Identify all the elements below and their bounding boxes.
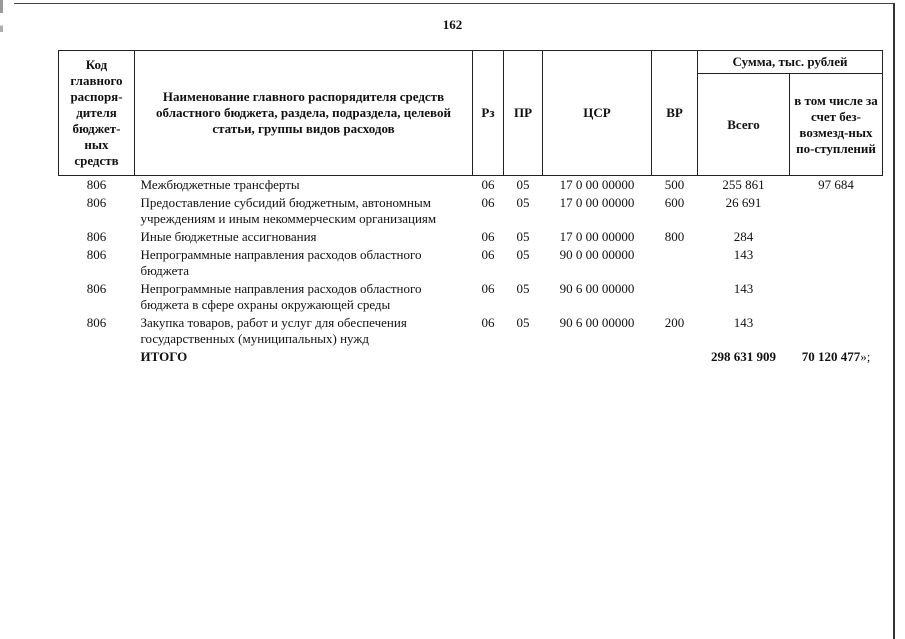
- cell-rz: 06: [481, 247, 495, 262]
- cell-incl: [790, 194, 883, 228]
- scan-edge-left: [0, 0, 3, 639]
- cell-pr: 05: [516, 229, 530, 244]
- total-incl: 70 120 477: [801, 349, 861, 364]
- total-incl-cell: [790, 348, 883, 366]
- cell-vr: 500: [664, 177, 685, 192]
- header-name: Наименование главного распорядителя средств областного бюджета, раздела, подраздела, целевой статьи, группы видов расходов: [135, 51, 473, 176]
- cell-name: Предоставление субсидий бюджетным, автономным учреждениям и иным некоммерческим организациям: [140, 195, 437, 226]
- table-row: [59, 176, 883, 195]
- cell-vr: 600: [664, 195, 685, 210]
- cell-pr: 05: [516, 195, 530, 210]
- table-row: [59, 246, 883, 280]
- cell-rz: 06: [481, 315, 495, 330]
- header-total: Всего: [698, 74, 790, 176]
- cell-incl: 97 684: [818, 177, 854, 192]
- cell-csr: 90 0 00 00000: [559, 247, 635, 262]
- total-row: [59, 348, 883, 366]
- cell-vr: [652, 246, 698, 280]
- cell-total: 255 861: [722, 177, 765, 192]
- table-row: [59, 228, 883, 246]
- cell-total: 143: [733, 247, 754, 262]
- header-code: Код главного распоря-дителя бюджет-ных средств: [59, 51, 135, 176]
- cell-total: 143: [733, 281, 754, 296]
- cell-vr: [652, 280, 698, 314]
- cell-total: 26 691: [725, 195, 762, 210]
- cell-total: 284: [733, 229, 754, 244]
- cell-vr: 200: [664, 315, 685, 330]
- cell-csr: 17 0 00 00000: [559, 195, 635, 210]
- table-row: [59, 194, 883, 228]
- cell-code: 806: [86, 177, 107, 192]
- total-trailer: »;: [860, 349, 871, 364]
- cell-name: Иные бюджетные ассигнования: [140, 229, 317, 244]
- cell-rz: 06: [481, 281, 495, 296]
- cell-pr: 05: [516, 315, 530, 330]
- cell-name: Непрограммные направления расходов областного бюджета в сфере охраны окружающей среды: [140, 281, 422, 312]
- table-row: [59, 280, 883, 314]
- table-row: [59, 314, 883, 348]
- cell-incl: [790, 228, 883, 246]
- cell-name: Закупка товаров, работ и услуг для обеспечения государственных (муниципальных) нужд: [140, 315, 407, 346]
- cell-csr: 17 0 00 00000: [559, 229, 635, 244]
- cell-code: 806: [86, 229, 107, 244]
- cell-code: 806: [86, 315, 107, 330]
- header-sum: Сумма, тыс. рублей: [698, 51, 883, 74]
- page-top-edge: [14, 3, 894, 4]
- cell-csr: 90 6 00 00000: [559, 281, 635, 296]
- cell-code: 806: [86, 195, 107, 210]
- cell-pr: 05: [516, 247, 530, 262]
- cell-rz: 06: [481, 195, 495, 210]
- cell-empty: [652, 348, 698, 366]
- cell-csr: 17 0 00 00000: [559, 177, 635, 192]
- cell-code-empty: [59, 348, 135, 366]
- cell-incl: [790, 246, 883, 280]
- cell-rz: 06: [481, 229, 495, 244]
- cell-pr: 05: [516, 281, 530, 296]
- cell-empty: [543, 348, 652, 366]
- total-sum: 298 631 909: [711, 349, 776, 364]
- scan-edge-right: [893, 3, 895, 639]
- header-pr: ПР: [504, 51, 543, 176]
- cell-name: Межбюджетные трансферты: [140, 177, 300, 192]
- total-label: ИТОГО: [140, 349, 188, 364]
- cell-code: 806: [86, 281, 107, 296]
- budget-table: [58, 50, 883, 366]
- cell-incl: [790, 314, 883, 348]
- page-number: 162: [442, 17, 463, 32]
- header-vr: ВР: [652, 51, 698, 176]
- header-csr: ЦСР: [543, 51, 652, 176]
- cell-rz: 06: [481, 177, 495, 192]
- cell-csr: 90 6 00 00000: [559, 315, 635, 330]
- cell-vr: 800: [664, 229, 685, 244]
- header-incl: в том числе за счет без-возмезд-ных по-ступлений: [790, 74, 883, 176]
- cell-incl: [790, 280, 883, 314]
- cell-name: Непрограммные направления расходов областного бюджета: [140, 247, 422, 278]
- cell-pr: 05: [516, 177, 530, 192]
- cell-code: 806: [86, 247, 107, 262]
- cell-total: 143: [733, 315, 754, 330]
- header-rz: Рз: [473, 51, 504, 176]
- cell-empty: [473, 348, 504, 366]
- cell-empty: [504, 348, 543, 366]
- table-body: [59, 176, 883, 367]
